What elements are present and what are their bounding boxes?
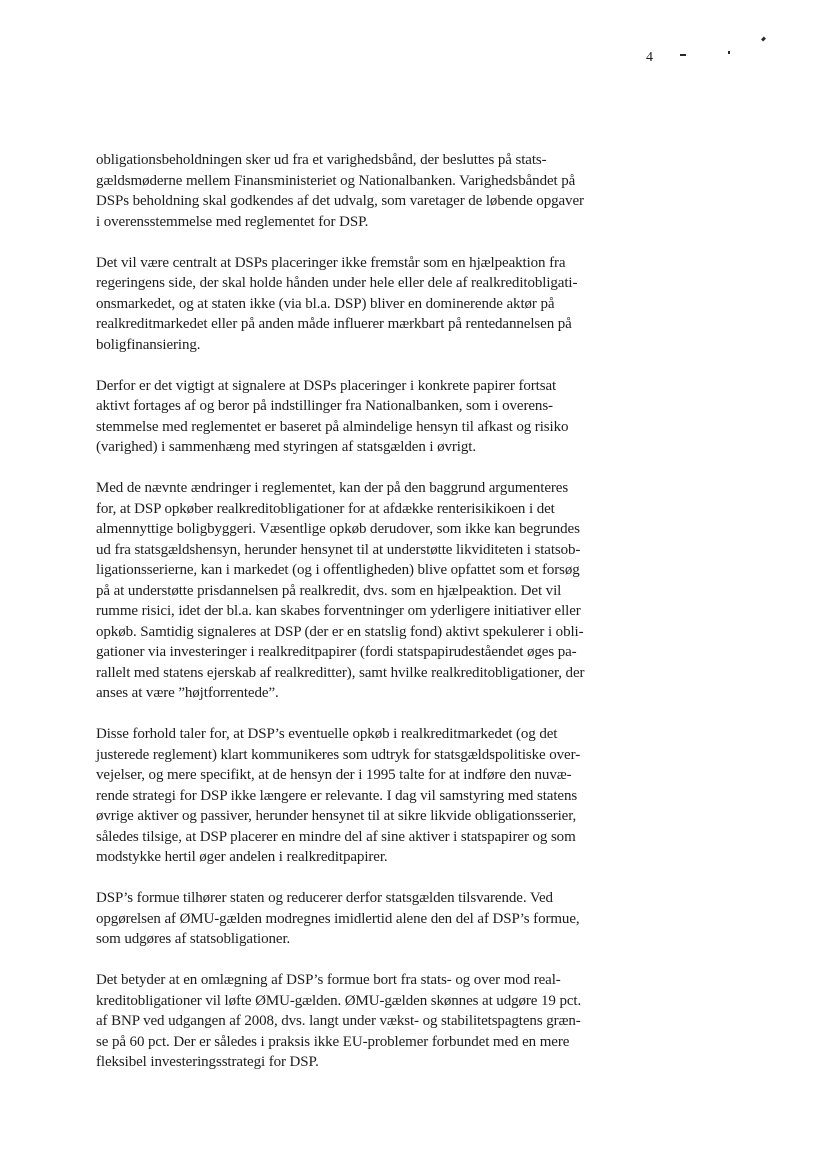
paragraph [96,253,638,356]
scan-mark [761,37,766,42]
text-line: almennyttige boligbyggeri. Væsentlige opkøb derudover, som ikke kan begrundes [96,521,580,537]
scan-mark [680,54,686,56]
text-line: gationer via investeringer i realkreditpapirer (fordi statspapirudeståendet øges pa- [96,644,577,660]
text-line: på at understøtte prisdannelsen på realkredit, dvs. som en hjælpeaktion. Det vil [96,582,562,599]
text-line: som udgøres af statsobligationer. [96,931,291,947]
text-line: vejelser, og mere specifikt, at de hensyn der i 1995 talte for at indføre den nuvæ- [96,767,572,783]
text-line: kreditobligationer vil løfte ØMU-gælden. ØMU-gælden skønnes at udgøre 19 pct. [96,992,582,1009]
text-line: DSP’s formue tilhører staten og reducerer derfor statsgælden tilsvarende. Ved [96,890,553,906]
text-line: Det vil være centralt at DSPs placeringer ikke fremstår som en hjælpeaktion fra [96,254,566,271]
text-line: Disse forhold taler for, at DSP’s eventuelle opkøb i realkreditmarkedet (og det [96,726,558,742]
text-line: af BNP ved udgangen af 2008, dvs. langt under vækst- og stabilitetspagtens græn- [96,1013,581,1029]
paragraph [96,150,638,232]
text-line: ligationsserierne, kan i markedet (og i offentligheden) blive opfattet som et forsøg [96,562,580,578]
paragraph [96,970,638,1073]
text-line: Derfor er det vigtigt at signalere at DSPs placeringer i konkrete papirer fortsat [96,377,557,394]
text-line: onsmarkedet, og at staten ikke (via bl.a. DSP) bliver en dominerende aktør på [96,295,555,312]
page-number: 4 [646,50,653,65]
text-line: anses at være ”højtforrentede”. [96,685,279,701]
text-line: således tilsige, at DSP placerer en mindre del af sine aktiver i statspapirer og som [96,828,576,845]
text-line: rende strategi for DSP ikke længere er relevante. I dag vil samstyring med statens [96,787,578,804]
text-line: opkøb. Samtidig signaleres at DSP (der er en statslig fond) aktivt spekulerer i obli- [96,623,584,640]
text-line: rallelt med statens ejerskab af realkreditter), samt hvilke realkreditobligationer, der [96,664,585,681]
text-line: Det betyder at en omlægning af DSP’s formue bort fra stats- og over mod real- [96,972,561,988]
text-line: regeringens side, der skal holde hånden under hele eller dele af realkreditobligati- [96,275,578,291]
text-line: DSPs beholdning skal godkendes af det udvalg, som varetager de løbende opgaver [96,193,584,209]
text-line: ud fra statsgældshensyn, herunder hensynet til at understøtte likviditeten i statsob- [96,541,581,558]
paragraph [96,376,638,458]
text-line: se på 60 pct. Der er således i praksis ikke EU-problemer forbundet med en mere [96,1033,570,1050]
paragraph [96,888,638,950]
text-line: for, at DSP opkøber realkreditobligationer for at afdække renterisikikoen i det [96,500,555,517]
text-line: Med de nævnte ændringer i reglementet, kan der på den baggrund argumenteres [96,480,569,496]
text-line: aktivt fortages af og beror på indstillinger fra Nationalbanken, som i overens- [96,398,553,414]
text-line: modstykke hertil øger andelen i realkreditpapirer. [96,849,388,865]
text-line: rumme risici, idet der bl.a. kan skabes forventninger om yderligere initiativer eller [96,603,581,619]
scan-mark [728,51,730,54]
text-line: boligfinansiering. [96,336,201,353]
text-line: fleksibel investeringsstrategi for DSP. [96,1054,319,1070]
paragraph [96,478,638,704]
text-line: opgørelsen af ØMU-gælden modregnes imidlertid alene den del af DSP’s formue, [96,910,580,927]
paragraph [96,724,638,868]
text-line: realkreditmarkedet eller på anden måde influerer mærkbart på rentedannelsen på [96,316,572,332]
document-body [96,150,638,1093]
text-line: (varighed) i sammenhæng med styringen af statsgælden i øvrigt. [96,439,476,455]
text-line: justerede reglement) klart kommunikeres som udtryk for statsgældspolitiske over- [96,746,581,763]
text-line: stemmelse med reglementet er baseret på almindelige hensyn til afkast og risiko [96,418,569,435]
text-line: obligationsbeholdningen sker ud fra et varighedsbånd, der besluttes på stats- [96,152,547,168]
text-line: i overensstemmelse med reglementet for DSP. [96,213,369,230]
text-line: øvrige aktiver og passiver, herunder hensynet til at sikre likvide obligationsserier, [96,808,577,824]
text-line: gældsmøderne mellem Finansministeriet og Nationalbanken. Varighedsbåndet på [96,172,576,189]
